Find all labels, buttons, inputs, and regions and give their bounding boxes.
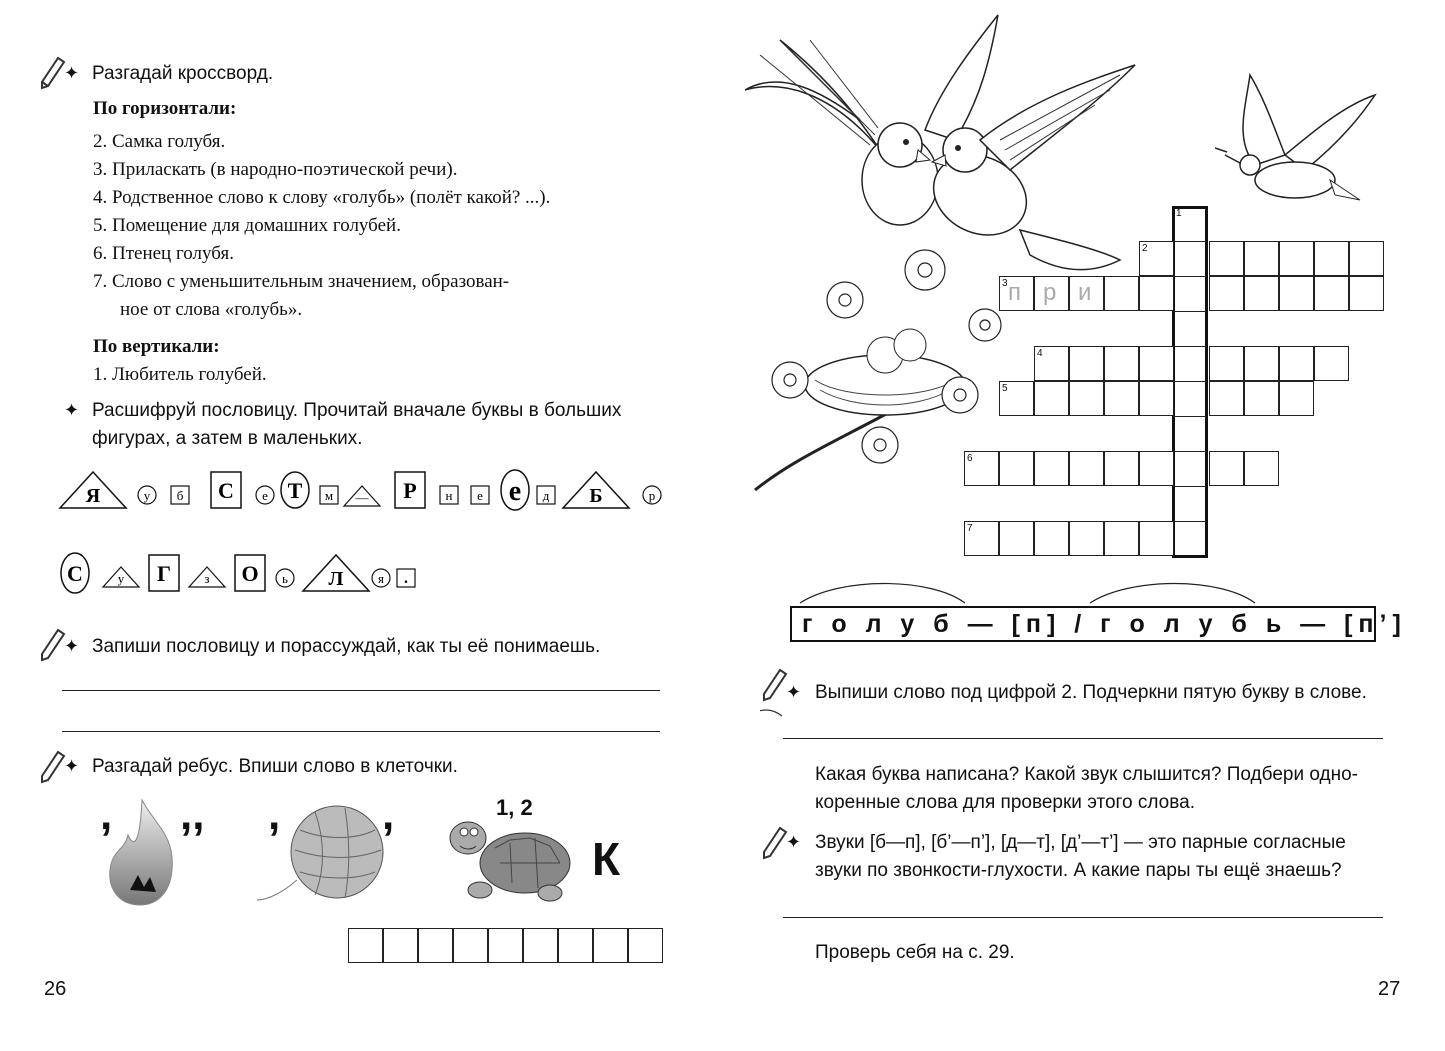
answer-cell[interactable] [593,928,628,963]
column-divider [1173,381,1207,382]
crossword-cell[interactable] [1244,276,1279,311]
page-number-right: 27 [1378,978,1401,1000]
cipher-letter: з [204,571,210,586]
rebus-comma: , [382,790,395,839]
crossword-cell[interactable] [964,451,999,486]
clue-5: 5. Помещение для домашних голубей. [93,215,401,236]
task1-title: Разгадай кроссворд. [92,63,274,84]
crossword-cell[interactable] [999,381,1034,416]
pencil-icon [38,628,66,664]
task2-line2: фигурах, а затем в маленьких. [92,428,363,449]
rebus-comma: , [268,790,281,839]
cipher-row-2 [55,545,435,605]
clue-2: 2. Самка голубя. [93,131,226,152]
crossword-cell[interactable] [1034,521,1069,556]
clue-3: 3. Приласкать (в народно-поэтической речи). [93,159,458,180]
crossword-number: 7 [967,523,973,534]
answer-cell[interactable] [418,928,453,963]
crossword-cell[interactable] [1104,381,1139,416]
answer-cell[interactable] [628,928,663,963]
pencil-icon [38,56,66,90]
task5-marker [760,668,788,723]
rebus-comma: , [100,790,113,839]
crossword-cell[interactable] [1069,381,1104,416]
crossword-cell[interactable] [1209,381,1244,416]
crossword-cell[interactable] [1349,241,1384,276]
crossword-cell[interactable] [1279,346,1314,381]
crossword-cell[interactable] [1244,381,1279,416]
turtle-illustration [440,808,580,908]
crossword-cell[interactable] [1139,276,1174,311]
check-text: Проверь себя на с. 29. [815,942,1015,963]
cipher-letter: Б [589,485,603,507]
task5b-line1: Какая буква написана? Какой звук слышится? Подбери одно- [815,764,1358,785]
crossword-cell[interactable] [1139,381,1174,416]
answer-line[interactable] [62,690,660,691]
task4-text: Разгадай ребус. Впиши слово в клеточки. [92,756,458,777]
cipher-letter: С [218,478,234,503]
crossword-number: 6 [967,453,973,464]
star-icon: ✦ [786,682,802,702]
cipher-letter: е [477,488,483,503]
task5b-line2: коренные слова для проверки этого слова. [815,792,1195,813]
column-divider [1173,241,1207,242]
prefill-letter: р [1043,279,1057,306]
fire-illustration [100,795,185,910]
pencil-icon [38,750,66,784]
prefill-letter: п [1008,279,1021,306]
cipher-letter: н [445,488,453,503]
answer-cell[interactable] [523,928,558,963]
column-divider [1173,451,1207,452]
cipher-letter: д [542,488,550,503]
crossword-cell[interactable] [1139,241,1174,276]
task6-line2: звуки по звонкости-глухости. А какие пары ты ещё знаешь? [815,860,1342,881]
answer-cell[interactable] [488,928,523,963]
crossword-number: 5 [1002,383,1008,394]
task5-text: Выпиши слово под цифрой 2. Подчеркни пятую букву в слове. [815,682,1367,703]
crossword-cell[interactable] [1104,276,1139,311]
yarn-illustration [255,800,395,910]
crossword-cell[interactable] [999,276,1034,311]
clue-7: 7. Слово с уменьшительным значением, образован- [93,271,510,292]
cipher-row-1 [55,462,675,522]
column-divider [1173,346,1207,347]
crossword-cell[interactable] [1244,241,1279,276]
cipher-letter: ь [282,571,288,586]
crossword-cell[interactable] [1209,276,1244,311]
crossword-cell[interactable] [1314,346,1349,381]
cipher-letter: Т [287,478,303,503]
across-heading: По горизонтали: [93,98,237,119]
cipher-letter: р [648,488,656,503]
task6-line1: Звуки [б—п], [б’—п’], [д—т], [д’—т’] — это парные согласные [815,832,1346,853]
crossword-cell[interactable] [1069,276,1104,311]
crossword-number: 4 [1037,348,1043,359]
clue-1: 1. Любитель голубей. [93,364,267,385]
root-arcs [790,575,1380,605]
pencil-icon [760,826,788,860]
crossword-cell[interactable] [1209,451,1244,486]
clue-6: 6. Птенец голубя. [93,243,234,264]
rebus-comma: ,, [180,790,205,839]
crossword-cell[interactable] [1279,381,1314,416]
cipher-letter: С [67,561,83,586]
cipher-letter: Г [157,561,171,586]
crossword-cell[interactable] [1069,521,1104,556]
crossword-cell[interactable] [1139,521,1174,556]
task1-marker [38,56,66,95]
pencil-icon [760,668,788,718]
cipher-letter: . [404,570,408,587]
column-divider [1173,311,1207,312]
cipher-letter: О [241,561,259,586]
cipher-letter: б [176,488,184,503]
crossword-cell[interactable] [1279,241,1314,276]
star-icon: ✦ [64,636,80,656]
crossword-cell[interactable] [1104,521,1139,556]
crossword-cell[interactable] [1034,346,1069,381]
crossword-cell[interactable] [999,451,1034,486]
cipher-letter: м [324,488,334,503]
small-dove-illustration [1215,70,1385,215]
cipher-letter: — [355,490,369,505]
column-divider [1173,276,1207,277]
answer-line[interactable] [62,731,660,732]
crossword-cell[interactable] [964,521,999,556]
answer-line[interactable] [783,917,1383,918]
down-heading: По вертикали: [93,336,220,357]
cipher-letter: е [262,488,268,503]
cipher-letter: е [508,476,522,507]
answer-cell[interactable] [383,928,418,963]
star-icon: ✦ [786,832,802,852]
column-divider [1173,486,1207,487]
answer-line[interactable] [783,738,1383,739]
answer-cell[interactable] [348,928,383,963]
crossword-cell[interactable] [1279,276,1314,311]
cipher-letter: Я [85,485,101,507]
crossword-cell[interactable] [1104,346,1139,381]
task4-marker [38,750,66,789]
task3-text: Запиши пословицу и порассуждай, как ты её понимаешь. [92,636,601,657]
cipher-letter: Л [328,568,344,590]
star-icon: ✦ [64,400,80,420]
cipher-letter: у [143,488,151,503]
answer-cell[interactable] [453,928,488,963]
crossword-cell[interactable] [1209,241,1244,276]
star-icon: ✦ [64,756,80,776]
task6-marker [760,826,788,865]
clue-7-cont: ное от слова «голубь». [120,299,303,320]
cipher-letter: я [378,571,384,586]
cipher-letter: у [117,571,125,586]
crossword-number: 1 [1176,208,1182,219]
column-divider [1173,416,1207,417]
crossword-cell[interactable] [999,521,1034,556]
prefill-letter: и [1078,279,1092,306]
crossword-cell[interactable] [1104,451,1139,486]
crossword-cell[interactable] [1209,346,1244,381]
crossword-column-1 [1172,206,1208,558]
answer-cell[interactable] [558,928,593,963]
crossword-cell[interactable] [1244,451,1279,486]
crossword-cell[interactable] [1244,346,1279,381]
crossword-cell[interactable] [1034,276,1069,311]
crossword-number: 3 [1002,278,1008,289]
word-box: г о л у б — [п] / г о л у б ь — [п’] [790,606,1376,642]
crossword-cell[interactable] [1069,346,1104,381]
crossword-cell[interactable] [1034,381,1069,416]
crossword-cell[interactable] [1034,451,1069,486]
crossword-cell[interactable] [1069,451,1104,486]
crossword-number: 2 [1142,243,1148,254]
crossword-cell[interactable] [1314,241,1349,276]
clue-4: 4. Родственное слово к слову «голубь» (полёт какой? ...). [93,187,551,208]
task3-marker [38,628,66,669]
task2-line1: Расшифруй пословицу. Прочитай вначале буквы в больших [92,400,622,421]
rebus-letter: К [592,833,621,885]
cipher-letter: Р [403,478,417,503]
crossword-cell[interactable] [1139,346,1174,381]
crossword-cell[interactable] [1349,276,1384,311]
page-number-left: 26 [44,978,67,1000]
star-icon: ✦ [64,63,80,83]
rebus-numbers: 1, 2 [496,795,533,820]
crossword-cell[interactable] [1314,276,1349,311]
crossword-cell[interactable] [1139,451,1174,486]
column-divider [1173,521,1207,522]
